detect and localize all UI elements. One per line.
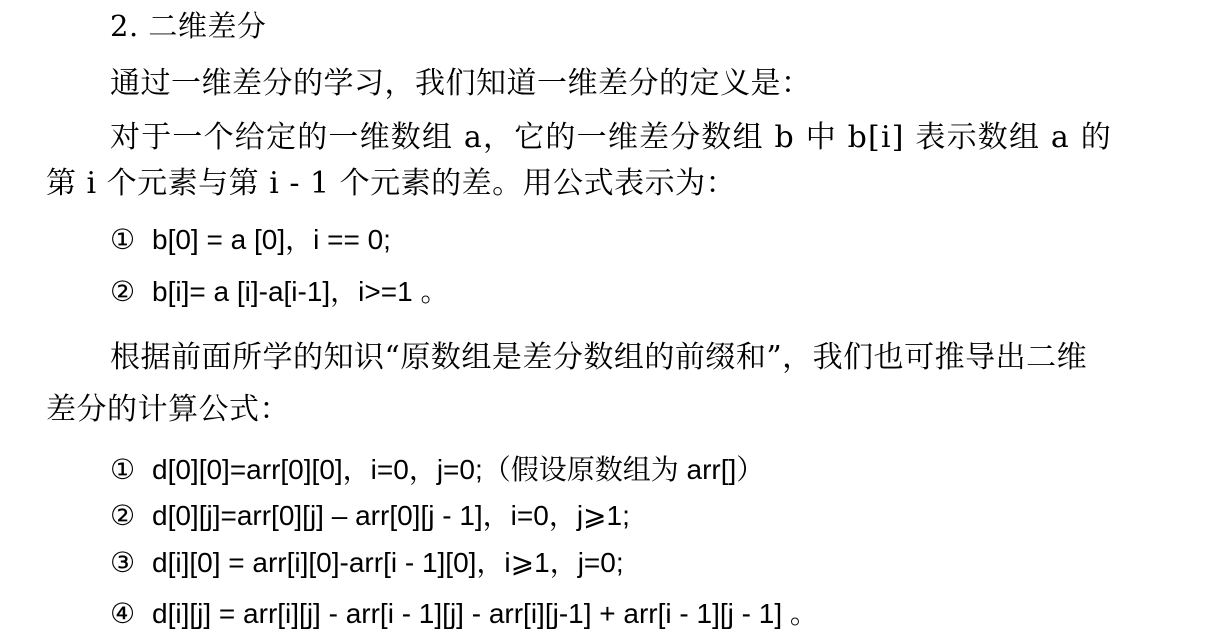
circled-number-marker: ①: [110, 223, 136, 256]
circled-number-marker: ①: [110, 453, 136, 486]
section-heading: 2. 二维差分: [110, 9, 267, 43]
derivation-paragraph-line-2: 差分的计算公式：: [46, 392, 290, 427]
formula-text: b[i]= a [i]-a[i-1]，i>=1 。: [152, 276, 449, 307]
formula-2d-2: [110, 496, 630, 536]
circled-number-marker: ③: [110, 546, 136, 579]
formula-1d-2: [110, 272, 448, 312]
formula-text: b[0] = a [0]，i == 0;: [152, 224, 391, 255]
definition-paragraph-line-1: 对于一个给定的一维数组 a，它的一维差分数组 b 中 b[i] 表示数组 a 的: [110, 120, 1112, 155]
circled-number-marker: ②: [110, 499, 136, 532]
derivation-paragraph-line-1: 根据前面所学的知识“原数组是差分数组的前缀和”，我们也可推导出二维: [110, 340, 1088, 375]
circled-number-marker: ④: [110, 597, 136, 630]
formula-2d-3: [110, 543, 624, 583]
formula-text: d[i][j] = arr[i][j] - arr[i - 1][j] - arr[i][j-1] + arr[i - 1][j - 1] 。: [152, 598, 818, 629]
circled-number-marker: ②: [110, 275, 136, 308]
formula-text: d[i][0] = arr[i][0]-arr[i - 1][0]，i⩾1，j=0;: [152, 547, 624, 578]
intro-paragraph: 通过一维差分的学习，我们知道一维差分的定义是：: [110, 66, 812, 101]
formula-2d-1: [110, 450, 764, 490]
formula-text: d[0][0]=arr[0][0]，i=0，j=0;（假设原数组为 arr[]）: [152, 454, 765, 485]
definition-paragraph-line-2: 第 i 个元素与第 i - 1 个元素的差。用公式表示为：: [46, 166, 737, 201]
formula-2d-4: [110, 594, 818, 634]
formula-1d-1: [110, 220, 391, 260]
formula-text: d[0][j]=arr[0][j] – arr[0][j - 1]，i=0，j⩾1;: [152, 500, 630, 531]
